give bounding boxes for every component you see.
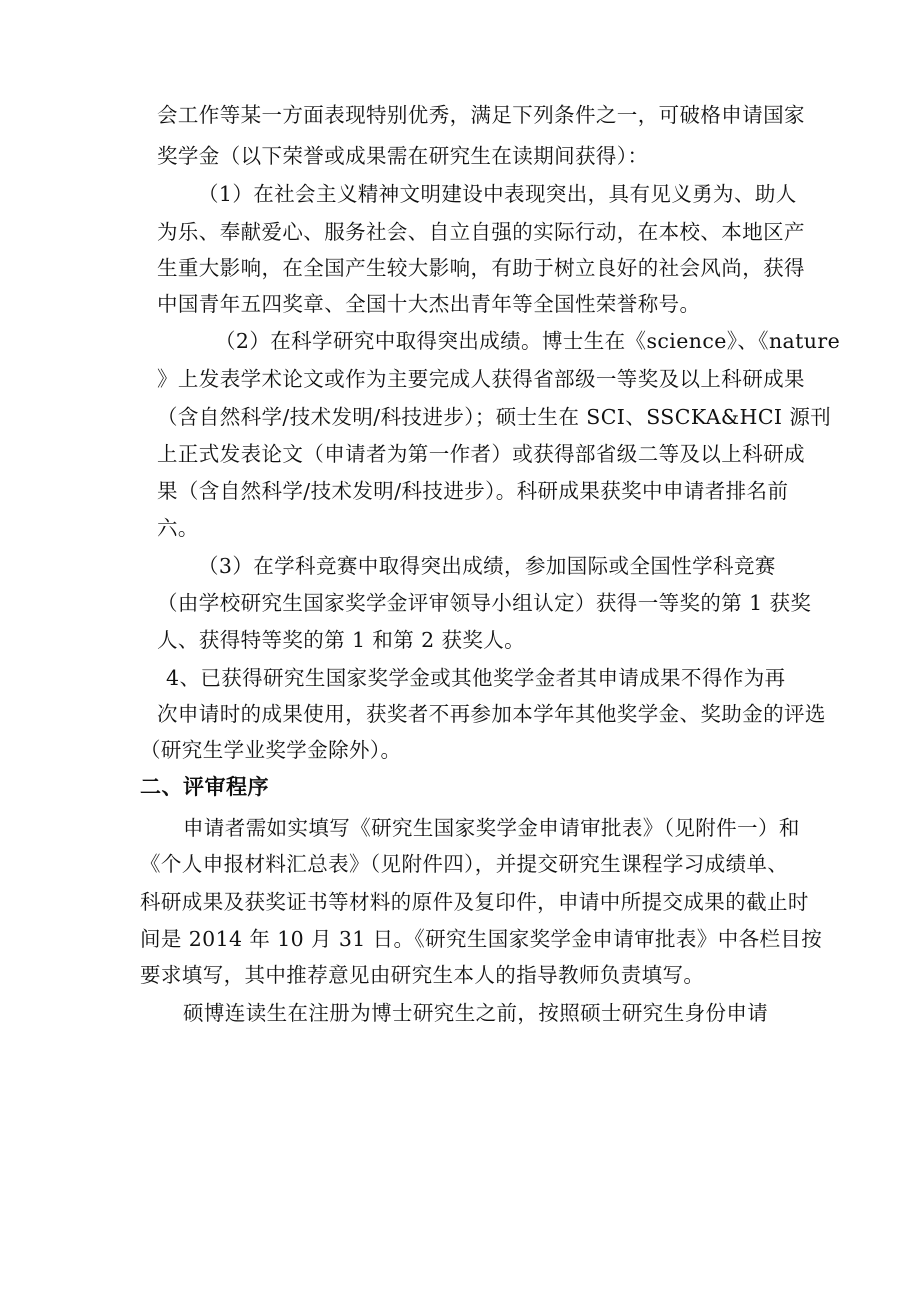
text-line: 》上发表学术论文或作为主要完成人获得省部级一等奖及以上科研成果 [157, 367, 805, 391]
text-line: （由学校研究生国家奖学金评审领导小组认定）获得一等奖的第 1 获奖 [157, 591, 812, 615]
text-line: 人、获得特等奖的第 1 和第 2 获奖人。 [157, 628, 526, 652]
text-line: 硕博连读生在注册为博士研究生之前，按照硕士研究生身份申请 [183, 1001, 769, 1025]
text-line: （含自然科学/技术发明/科技进步）；硕士生在 SCI、SSCKA&HCI 源刊 [157, 405, 832, 429]
text-line: 要求填写，其中推荐意见由研究生本人的指导教师负责填写。 [140, 963, 705, 987]
text-line: （研究生学业奖学金除外）。 [140, 738, 402, 762]
text-line: 为乐、奉献爱心、服务社会、自立自强的实际行动，在本校、本地区产 [157, 220, 805, 244]
text-line: 4、已获得研究生国家奖学金或其他奖学金者其申请成果不得作为再 [166, 666, 786, 690]
text-line: 六。 [157, 516, 199, 540]
text-line: 申请者需如实填写《研究生国家奖学金申请审批表》（见附件一）和 [183, 816, 800, 840]
text-line: 中国青年五四奖章、全国十大杰出青年等全国性荣誉称号。 [157, 292, 701, 316]
text-line: （1）在社会主义精神文明建设中表现突出，具有见义勇为、助人 [198, 182, 797, 206]
text-line: 《个人申报材料汇总表》（见附件四），并提交研究生课程学习成绩单、 [140, 852, 789, 876]
text-line: 会工作等某一方面表现特别优秀，满足下列条件之一，可破格申请国家 [157, 103, 805, 127]
text-line: 科研成果及获奖证书等材料的原件及复印件，申请中所提交成果的截止时 [140, 890, 809, 914]
text-line: （3）在学科竞赛中取得突出成绩，参加国际或全国性学科竞赛 [198, 554, 776, 578]
text-line: 次申请时的成果使用，获奖者不再参加本学年其他奖学金、奖助金的评选 [157, 702, 826, 726]
section-heading: 二、评审程序 [140, 775, 269, 799]
text-line: 果（含自然科学/技术发明/科技进步）。科研成果获奖中申请者排名前 [157, 479, 789, 503]
text-line: 生重大影响，在全国产生较大影响，有助于树立良好的社会风尚，获得 [157, 256, 805, 280]
text-line: 间是 2014 年 10 月 31 日。《研究生国家奖学金申请审批表》中各栏目按 [140, 927, 823, 951]
text-line: 奖学金（以下荣誉或成果需在研究生在读期间获得）： [157, 144, 649, 168]
text-line: 上正式发表论文（申请者为第一作者）或获得部省级二等及以上科研成 [157, 442, 805, 466]
text-line: （2）在科学研究中取得突出成绩。博士生在《science》、《nature [215, 329, 841, 353]
